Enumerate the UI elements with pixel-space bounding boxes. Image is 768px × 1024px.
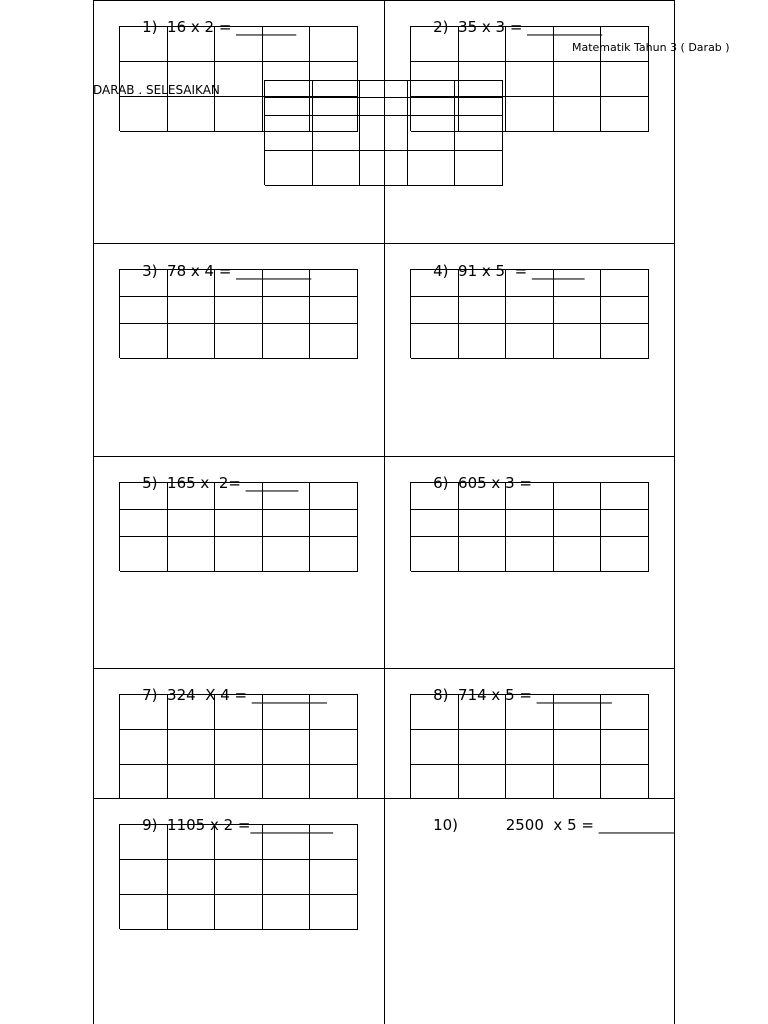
grid-cell (313, 116, 361, 151)
grid-cell (408, 98, 456, 116)
question-number: 1) (142, 18, 158, 36)
grid-cell (263, 825, 311, 860)
grid-cell (263, 730, 311, 765)
answer-grid (410, 482, 649, 571)
answer-grid (410, 269, 649, 358)
grid-cell (601, 695, 649, 730)
grid-cell (310, 297, 358, 324)
grid-cell (215, 27, 263, 62)
grid-cell (265, 151, 313, 186)
question-number: 5) (142, 474, 158, 492)
grid-cell (360, 81, 408, 98)
grid-cell (506, 270, 554, 297)
grid-cell (459, 270, 507, 297)
grid-cell (168, 695, 216, 730)
grid-cell (215, 537, 263, 572)
grid-cell (601, 297, 649, 324)
grid-cell (506, 27, 554, 62)
grid-cell (120, 730, 168, 765)
grid-cell (120, 860, 168, 895)
grid-cell (265, 116, 313, 151)
grid-cell (120, 895, 168, 930)
question-text: 324 X 4 = __________ (167, 686, 327, 704)
grid-cell (411, 483, 459, 510)
grid-cell (120, 537, 168, 572)
question-text: 1105 x 2 =___________ (167, 816, 333, 834)
grid-cell (554, 483, 602, 510)
grid-cell (408, 81, 456, 98)
grid-cell (120, 510, 168, 537)
grid-cell (215, 97, 263, 132)
grid-cell (459, 27, 507, 62)
left-border-line (93, 0, 94, 1024)
grid-cell (120, 97, 168, 132)
grid-cell (263, 510, 311, 537)
grid-cell (554, 270, 602, 297)
grid-cell (168, 825, 216, 860)
question-text: 35 x 3 = __________ (458, 18, 603, 36)
grid-cell (601, 483, 649, 510)
grid-cell (120, 765, 168, 799)
question-text: 91 x 5 = _______ (458, 262, 585, 280)
grid-cell (310, 825, 358, 860)
grid-cell (168, 297, 216, 324)
grid-cell (506, 510, 554, 537)
question-number: 6) (433, 474, 449, 492)
grid-cell (120, 695, 168, 730)
grid-cell (215, 270, 263, 297)
grid-cell (168, 62, 216, 97)
grid-cell (215, 825, 263, 860)
grid-cell (263, 765, 311, 799)
grid-cell (263, 27, 311, 62)
grid-cell (120, 297, 168, 324)
answer-grid (119, 824, 358, 929)
grid-cell (459, 695, 507, 730)
grid-cell (554, 27, 602, 62)
grid-cell (601, 765, 649, 799)
grid-cell (310, 27, 358, 62)
grid-cell (168, 270, 216, 297)
overlapping-grid (264, 80, 503, 185)
grid-cell (215, 730, 263, 765)
grid-cell (601, 510, 649, 537)
grid-cell (506, 297, 554, 324)
grid-cell (168, 730, 216, 765)
grid-cell (215, 695, 263, 730)
grid-cell (411, 270, 459, 297)
grid-cell (554, 510, 602, 537)
grid-cell (215, 297, 263, 324)
question-number: 8) (433, 686, 449, 704)
grid-cell (215, 860, 263, 895)
question-number: 7) (142, 686, 158, 704)
grid-cell (601, 62, 649, 97)
question-text: 16 x 2 = ________ (167, 18, 297, 36)
question-text: 605 x 3 = (458, 474, 532, 492)
answer-grid (119, 269, 358, 358)
grid-cell (120, 825, 168, 860)
grid-cell (601, 537, 649, 572)
grid-cell (168, 324, 216, 359)
grid-cell (310, 324, 358, 359)
grid-cell (506, 97, 554, 132)
grid-cell (455, 81, 503, 98)
grid-cell (263, 695, 311, 730)
grid-cell (310, 483, 358, 510)
grid-cell (263, 270, 311, 297)
grid-cell (120, 62, 168, 97)
question-number: 10) (433, 816, 459, 834)
question-number: 4) (433, 262, 449, 280)
grid-cell (313, 98, 361, 116)
grid-cell (310, 730, 358, 765)
grid-cell (215, 324, 263, 359)
grid-cell (411, 730, 459, 765)
grid-cell (601, 730, 649, 765)
grid-cell (215, 62, 263, 97)
grid-cell (263, 860, 311, 895)
grid-cell (459, 297, 507, 324)
grid-cell (408, 151, 456, 186)
question-number: 3) (142, 262, 158, 280)
grid-cell (313, 151, 361, 186)
grid-cell (459, 483, 507, 510)
grid-cell (310, 895, 358, 930)
grid-cell (120, 483, 168, 510)
question-text: 714 x 5 = __________ (458, 686, 612, 704)
grid-cell (554, 765, 602, 799)
question-10 (414, 798, 674, 852)
grid-cell (554, 730, 602, 765)
grid-cell (506, 765, 554, 799)
grid-cell (411, 765, 459, 799)
grid-cell (601, 97, 649, 132)
grid-cell (459, 537, 507, 572)
question-number: 2) (433, 18, 449, 36)
grid-cell (215, 765, 263, 799)
grid-cell (263, 895, 311, 930)
grid-cell (310, 510, 358, 537)
grid-cell (310, 695, 358, 730)
grid-cell (215, 510, 263, 537)
grid-cell (459, 510, 507, 537)
grid-cell (455, 98, 503, 116)
grid-cell (411, 537, 459, 572)
grid-cell (411, 510, 459, 537)
answer-grid (410, 694, 649, 798)
grid-cell (265, 81, 313, 98)
grid-cell (168, 860, 216, 895)
grid-cell (310, 270, 358, 297)
grid-cell (168, 537, 216, 572)
grid-cell (263, 297, 311, 324)
grid-cell (310, 765, 358, 799)
grid-cell (215, 895, 263, 930)
grid-cell (455, 116, 503, 151)
grid-cell (310, 537, 358, 572)
grid-cell (554, 537, 602, 572)
grid-cell (215, 483, 263, 510)
answer-grid (119, 694, 358, 798)
instruction-text: DARAB . SELESAIKAN (93, 83, 220, 97)
grid-cell (168, 97, 216, 132)
grid-cell (411, 27, 459, 62)
question-text: 78 x 4 = __________ (167, 262, 312, 280)
grid-cell (601, 27, 649, 62)
grid-cell (554, 97, 602, 132)
grid-cell (459, 324, 507, 359)
grid-cell (459, 730, 507, 765)
grid-cell (554, 297, 602, 324)
grid-cell (263, 324, 311, 359)
grid-cell (313, 81, 361, 98)
grid-cell (168, 510, 216, 537)
grid-cell (554, 695, 602, 730)
answer-grid (119, 482, 358, 571)
grid-cell (506, 62, 554, 97)
grid-cell (360, 98, 408, 116)
grid-cell (168, 483, 216, 510)
grid-cell (554, 324, 602, 359)
grid-cell (360, 116, 408, 151)
grid-cell (411, 695, 459, 730)
grid-cell (411, 324, 459, 359)
grid-cell (360, 151, 408, 186)
grid-cell (120, 27, 168, 62)
grid-cell (310, 860, 358, 895)
grid-cell (168, 895, 216, 930)
question-text: 2500 x 5 = __________ (505, 816, 674, 834)
grid-cell (601, 324, 649, 359)
grid-cell (408, 116, 456, 151)
right-border-line (674, 0, 675, 1024)
grid-cell (120, 324, 168, 359)
grid-cell (168, 27, 216, 62)
worksheet-title: Matematik Tahun 3 ( Darab ) (572, 41, 730, 54)
question-number: 9) (142, 816, 158, 834)
grid-cell (265, 98, 313, 116)
grid-cell (506, 537, 554, 572)
grid-cell (168, 765, 216, 799)
grid-cell (263, 537, 311, 572)
grid-cell (120, 270, 168, 297)
grid-cell (411, 297, 459, 324)
grid-cell (263, 483, 311, 510)
grid-cell (506, 730, 554, 765)
question-text: 165 x 2= _______ (167, 474, 299, 492)
grid-cell (601, 270, 649, 297)
grid-cell (506, 324, 554, 359)
grid-cell (459, 765, 507, 799)
grid-cell (554, 62, 602, 97)
grid-cell (455, 151, 503, 186)
grid-cell (506, 695, 554, 730)
grid-cell (506, 483, 554, 510)
